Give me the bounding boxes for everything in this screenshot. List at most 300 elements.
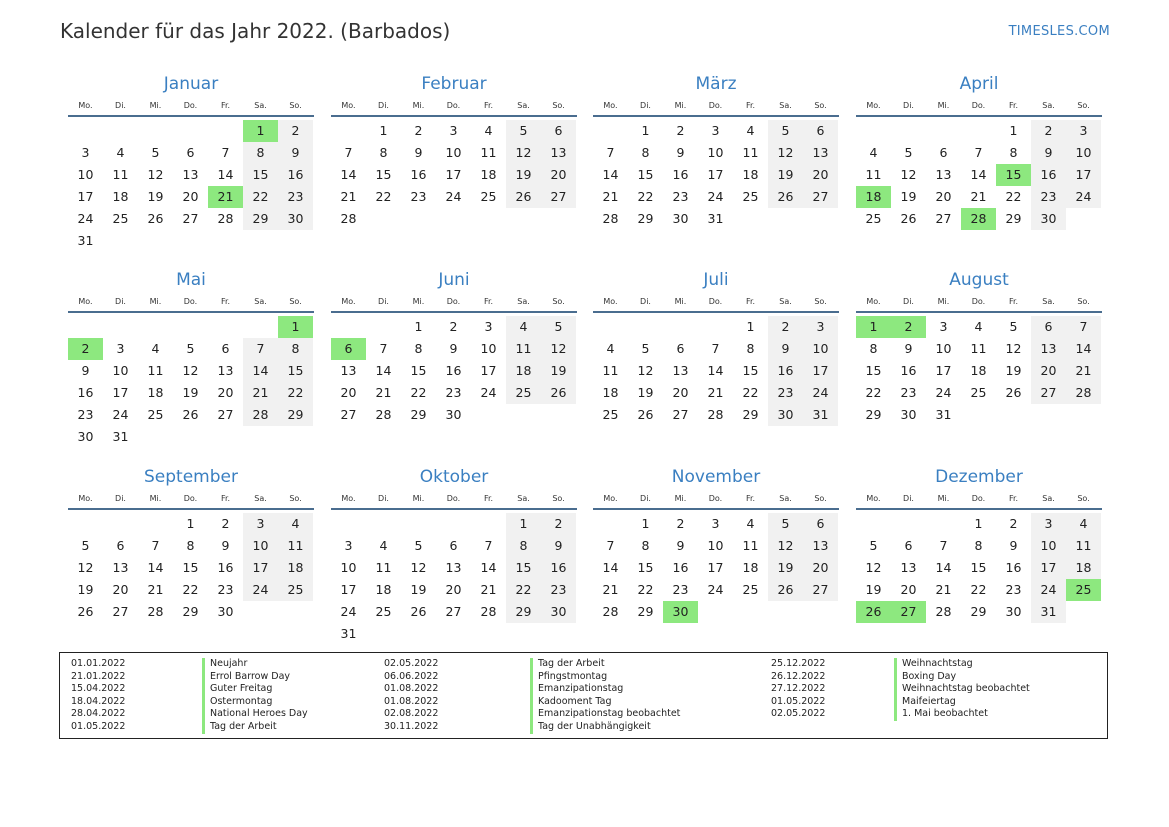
day-cell: 9 xyxy=(81,363,90,378)
weekday-header xyxy=(68,293,314,313)
day-cell: 12 xyxy=(1005,341,1022,356)
day-cell: 20 xyxy=(803,164,838,186)
day-cell: 15 xyxy=(278,360,313,382)
legend-holiday-name: Emanzipationstag beobachtet xyxy=(530,708,680,721)
day-cell: 29 xyxy=(637,604,654,619)
day-cell: 17 xyxy=(340,582,357,597)
day-cell: 24 xyxy=(707,189,724,204)
legend-names-column xyxy=(894,658,1030,721)
day-grid xyxy=(331,513,577,645)
day-cell: 28 xyxy=(480,604,497,619)
day-cell: 21 xyxy=(935,582,952,597)
legend-holiday-name: Boxing Day xyxy=(894,671,1030,684)
month-name: April xyxy=(959,74,999,94)
day-cell: 12 xyxy=(865,560,882,575)
weekday-label: Mo. xyxy=(341,101,356,110)
day-cell: 8 xyxy=(414,341,423,356)
weekday-label: Sa. xyxy=(1042,494,1055,503)
weekday-label: Fr. xyxy=(220,494,231,503)
day-cell: 22 xyxy=(278,382,313,404)
day-cell: 29 xyxy=(865,407,882,422)
month-name: Juli xyxy=(703,270,729,290)
month-name: November xyxy=(671,467,761,487)
day-cell: 10 xyxy=(1066,142,1101,164)
day-cell: 8 xyxy=(641,538,650,553)
weekday-label: So. xyxy=(552,101,565,110)
day-cell: 6 xyxy=(939,145,948,160)
month-9 xyxy=(68,464,314,645)
legend-holiday-name: Weihnachtstag xyxy=(894,658,1030,671)
weekday-label: Fr. xyxy=(483,494,494,503)
day-cell: 4 xyxy=(116,145,125,160)
weekday-label: Sa. xyxy=(517,101,530,110)
day-cell: 30 xyxy=(541,601,576,623)
day-cell: 19 xyxy=(900,189,917,204)
day-cell: 20 xyxy=(803,557,838,579)
day-grid xyxy=(331,316,577,448)
day-cell: 7 xyxy=(1066,316,1101,338)
day-cell: 23 xyxy=(1005,582,1022,597)
weekday-header xyxy=(593,97,839,117)
day-cell: 17 xyxy=(112,385,129,400)
day-cell: 11 xyxy=(112,167,129,182)
day-cell: 16 xyxy=(541,557,576,579)
day-cell: 17 xyxy=(707,167,724,182)
weekday-header xyxy=(856,490,1102,510)
day-cell: 26 xyxy=(1005,385,1022,400)
day-cell: 8 xyxy=(186,538,195,553)
day-cell: 9 xyxy=(904,341,913,356)
day-cell: 28 xyxy=(147,604,164,619)
day-cell: 18 xyxy=(147,385,164,400)
legend-date: 26.12.2022 xyxy=(771,670,826,682)
month-7 xyxy=(593,267,839,448)
day-cell: 6 xyxy=(676,341,685,356)
day-cell: 12 xyxy=(768,142,803,164)
day-cell: 26 xyxy=(541,382,576,404)
day-cell: 13 xyxy=(803,142,838,164)
day-grid xyxy=(856,120,1102,252)
day-cell: 17 xyxy=(707,560,724,575)
day-cell: 14 xyxy=(970,167,987,182)
day-cell: 19 xyxy=(541,360,576,382)
day-cell: 12 xyxy=(77,560,94,575)
day-cell: 21 xyxy=(480,582,497,597)
day-cell: 27 xyxy=(182,211,199,226)
day-cell: 26 xyxy=(182,407,199,422)
day-cell: 30 xyxy=(77,429,94,444)
day-cell: 22 xyxy=(637,189,654,204)
day-cell: 4 xyxy=(484,123,493,138)
day-cell: 11 xyxy=(506,338,541,360)
day-cell: 29 xyxy=(182,604,199,619)
weekday-label: Do. xyxy=(446,101,461,110)
month-11 xyxy=(593,464,839,645)
day-cell: 10 xyxy=(935,341,952,356)
day-cell: 18 xyxy=(112,189,129,204)
day-cell: 28 xyxy=(375,407,392,422)
day-grid xyxy=(331,120,577,252)
day-cell: 20 xyxy=(217,385,234,400)
weekday-header xyxy=(593,490,839,510)
day-cell: 5 xyxy=(641,341,650,356)
day-cell: 28 xyxy=(243,404,278,426)
day-cell: 8 xyxy=(641,145,650,160)
month-6 xyxy=(331,267,577,448)
weekday-label: Fr. xyxy=(745,101,756,110)
day-cell: 14 xyxy=(707,363,724,378)
day-cell: 7 xyxy=(939,538,948,553)
day-cell: 20 xyxy=(935,189,952,204)
day-cell: 2 xyxy=(449,319,458,334)
day-cell: 5 xyxy=(1009,319,1018,334)
holiday-day-cell: 2 xyxy=(68,338,103,360)
day-cell: 25 xyxy=(480,189,497,204)
day-cell: 29 xyxy=(506,601,541,623)
day-cell: 4 xyxy=(974,319,983,334)
day-cell: 9 xyxy=(1009,538,1018,553)
weekday-label: Fr. xyxy=(745,297,756,306)
day-cell: 2 xyxy=(221,516,230,531)
day-cell: 12 xyxy=(541,338,576,360)
legend-date: 01.08.2022 xyxy=(384,695,439,707)
day-cell: 23 xyxy=(672,189,689,204)
day-cell: 6 xyxy=(449,538,458,553)
day-cell: 4 xyxy=(506,316,541,338)
day-cell: 18 xyxy=(742,560,759,575)
day-cell: 23 xyxy=(900,385,917,400)
legend-date: 21.01.2022 xyxy=(71,670,126,682)
legend-holiday-name: Kadooment Tag xyxy=(530,696,680,709)
day-cell: 27 xyxy=(803,579,838,601)
weekday-label: Fr. xyxy=(220,101,231,110)
weekday-label: Do. xyxy=(971,297,986,306)
day-cell: 26 xyxy=(900,211,917,226)
weekday-label: Sa. xyxy=(517,297,530,306)
holiday-day-cell: 18 xyxy=(856,186,891,208)
day-cell: 1 xyxy=(1009,123,1018,138)
day-cell: 13 xyxy=(1031,338,1066,360)
weekday-label: Do. xyxy=(446,297,461,306)
day-cell: 26 xyxy=(410,604,427,619)
weekday-label: Di. xyxy=(903,297,914,306)
day-cell: 23 xyxy=(410,189,427,204)
legend-date: 01.05.2022 xyxy=(771,695,826,707)
month-1 xyxy=(68,71,314,252)
month-2 xyxy=(331,71,577,252)
day-cell: 4 xyxy=(278,513,313,535)
day-cell: 13 xyxy=(112,560,129,575)
weekday-label: Fr. xyxy=(1008,297,1019,306)
day-cell: 16 xyxy=(672,560,689,575)
day-cell: 5 xyxy=(768,120,803,142)
day-cell: 12 xyxy=(900,167,917,182)
day-cell: 13 xyxy=(541,142,576,164)
day-cell: 7 xyxy=(221,145,230,160)
month-name: März xyxy=(695,74,737,94)
day-cell: 22 xyxy=(970,582,987,597)
day-cell: 17 xyxy=(480,363,497,378)
day-cell: 14 xyxy=(480,560,497,575)
weekday-header xyxy=(593,293,839,313)
weekday-label: Mi. xyxy=(937,494,950,503)
day-cell: 10 xyxy=(77,167,94,182)
day-cell: 30 xyxy=(278,208,313,230)
legend-holiday-name: Tag der Arbeit xyxy=(530,658,680,671)
weekday-label: Di. xyxy=(378,494,389,503)
legend-names-column xyxy=(202,658,308,734)
holiday-day-cell: 27 xyxy=(891,601,926,623)
day-cell: 27 xyxy=(935,211,952,226)
weekday-label: Mo. xyxy=(341,297,356,306)
day-cell: 22 xyxy=(410,385,427,400)
day-cell: 11 xyxy=(742,538,759,553)
day-cell: 1 xyxy=(414,319,423,334)
brand-logo-link[interactable]: TIMESLES.COM xyxy=(1008,24,1110,39)
day-cell: 8 xyxy=(746,341,755,356)
day-cell: 6 xyxy=(904,538,913,553)
weekday-label: Fr. xyxy=(483,101,494,110)
day-cell: 5 xyxy=(768,513,803,535)
weekday-label: Mi. xyxy=(149,297,162,306)
day-cell: 24 xyxy=(707,582,724,597)
weekday-label: Sa. xyxy=(1042,297,1055,306)
day-cell: 23 xyxy=(1031,186,1066,208)
day-cell: 25 xyxy=(506,382,541,404)
day-cell: 14 xyxy=(1066,338,1101,360)
day-cell: 9 xyxy=(541,535,576,557)
day-cell: 30 xyxy=(672,211,689,226)
day-cell: 28 xyxy=(217,211,234,226)
day-cell: 22 xyxy=(182,582,199,597)
day-cell: 28 xyxy=(340,211,357,226)
day-grid xyxy=(68,316,314,448)
legend-holiday-name: Maifeiertag xyxy=(894,696,1030,709)
day-cell: 23 xyxy=(768,382,803,404)
day-cell: 9 xyxy=(221,538,230,553)
day-cell: 13 xyxy=(445,560,462,575)
weekday-label: So. xyxy=(814,101,827,110)
weekday-label: Di. xyxy=(640,494,651,503)
day-cell: 6 xyxy=(541,120,576,142)
day-cell: 8 xyxy=(243,142,278,164)
weekday-label: Di. xyxy=(640,297,651,306)
day-cell: 11 xyxy=(375,560,392,575)
day-cell: 22 xyxy=(243,186,278,208)
weekday-label: Mi. xyxy=(674,297,687,306)
day-cell: 6 xyxy=(1031,316,1066,338)
day-cell: 22 xyxy=(865,385,882,400)
legend-dates-column xyxy=(771,658,825,721)
weekday-label: Di. xyxy=(378,101,389,110)
legend-date: 02.08.2022 xyxy=(384,708,439,720)
legend-dates-column xyxy=(71,658,125,734)
day-cell: 26 xyxy=(77,604,94,619)
day-cell: 8 xyxy=(1009,145,1018,160)
day-cell: 27 xyxy=(672,407,689,422)
day-cell: 14 xyxy=(147,560,164,575)
day-cell: 1 xyxy=(974,516,983,531)
day-cell: 17 xyxy=(243,557,278,579)
weekday-label: Do. xyxy=(971,494,986,503)
holiday-day-cell: 25 xyxy=(1066,579,1101,601)
weekday-label: Mo. xyxy=(866,101,881,110)
day-cell: 30 xyxy=(768,404,803,426)
weekday-label: Mo. xyxy=(603,494,618,503)
day-cell: 7 xyxy=(711,341,720,356)
day-cell: 13 xyxy=(900,560,917,575)
day-cell: 25 xyxy=(112,211,129,226)
day-cell: 15 xyxy=(637,167,654,182)
legend-holiday-name: Emanzipationstag xyxy=(530,683,680,696)
day-cell: 22 xyxy=(375,189,392,204)
day-cell: 26 xyxy=(768,186,803,208)
weekday-label: Do. xyxy=(708,297,723,306)
day-cell: 3 xyxy=(81,145,90,160)
day-cell: 6 xyxy=(116,538,125,553)
day-cell: 15 xyxy=(506,557,541,579)
day-cell: 9 xyxy=(676,538,685,553)
day-cell: 13 xyxy=(182,167,199,182)
day-cell: 18 xyxy=(375,582,392,597)
weekday-header xyxy=(331,490,577,510)
weekday-label: Mo. xyxy=(78,494,93,503)
weekday-label: Mo. xyxy=(78,101,93,110)
day-cell: 12 xyxy=(182,363,199,378)
weekday-header xyxy=(856,97,1102,117)
day-cell: 24 xyxy=(803,382,838,404)
legend-holiday-name: Guter Freitag xyxy=(202,683,308,696)
day-cell: 5 xyxy=(541,316,576,338)
weekday-label: So. xyxy=(552,297,565,306)
day-cell: 10 xyxy=(480,341,497,356)
day-cell: 5 xyxy=(869,538,878,553)
weekday-label: So. xyxy=(289,101,302,110)
day-cell: 14 xyxy=(217,167,234,182)
legend-holiday-name: Errol Barrow Day xyxy=(202,671,308,684)
day-cell: 13 xyxy=(340,363,357,378)
month-name: August xyxy=(949,270,1009,290)
day-cell: 21 xyxy=(375,385,392,400)
day-cell: 29 xyxy=(410,407,427,422)
weekday-header xyxy=(68,490,314,510)
weekday-label: Di. xyxy=(903,494,914,503)
weekday-label: Do. xyxy=(183,494,198,503)
day-cell: 3 xyxy=(1066,120,1101,142)
day-cell: 11 xyxy=(147,363,164,378)
day-cell: 10 xyxy=(707,145,724,160)
weekday-label: Di. xyxy=(115,297,126,306)
day-cell: 3 xyxy=(939,319,948,334)
day-cell: 22 xyxy=(506,579,541,601)
day-grid xyxy=(593,120,839,252)
legend-date: 15.04.2022 xyxy=(71,683,126,695)
day-cell: 22 xyxy=(637,582,654,597)
day-cell: 7 xyxy=(974,145,983,160)
weekday-label: Sa. xyxy=(779,494,792,503)
day-cell: 20 xyxy=(112,582,129,597)
holiday-day-cell: 15 xyxy=(996,164,1031,186)
month-name: Juni xyxy=(438,270,470,290)
weekday-label: Mi. xyxy=(674,101,687,110)
day-cell: 10 xyxy=(243,535,278,557)
day-cell: 7 xyxy=(344,145,353,160)
day-cell: 11 xyxy=(278,535,313,557)
day-cell: 23 xyxy=(541,579,576,601)
day-cell: 3 xyxy=(1031,513,1066,535)
day-cell: 7 xyxy=(379,341,388,356)
day-cell: 16 xyxy=(445,363,462,378)
day-cell: 31 xyxy=(935,407,952,422)
day-cell: 30 xyxy=(217,604,234,619)
legend-date: 25.12.2022 xyxy=(771,658,826,669)
day-cell: 4 xyxy=(379,538,388,553)
day-cell: 12 xyxy=(768,535,803,557)
day-cell: 2 xyxy=(676,516,685,531)
day-cell: 3 xyxy=(243,513,278,535)
weekday-label: Sa. xyxy=(779,297,792,306)
weekday-label: Mi. xyxy=(937,101,950,110)
legend-names-column xyxy=(530,658,680,734)
legend-holiday-name: Ostermontag xyxy=(202,696,308,709)
day-cell: 9 xyxy=(449,341,458,356)
day-cell: 3 xyxy=(484,319,493,334)
day-cell: 1 xyxy=(506,513,541,535)
day-cell: 9 xyxy=(676,145,685,160)
day-cell: 10 xyxy=(112,363,129,378)
day-cell: 23 xyxy=(217,582,234,597)
holiday-day-cell: 2 xyxy=(891,316,926,338)
day-cell: 21 xyxy=(707,385,724,400)
day-cell: 1 xyxy=(746,319,755,334)
day-cell: 8 xyxy=(278,338,313,360)
day-cell: 27 xyxy=(541,186,576,208)
weekday-label: Mi. xyxy=(412,297,425,306)
day-cell: 25 xyxy=(865,211,882,226)
day-cell: 9 xyxy=(768,338,803,360)
month-name: Februar xyxy=(421,74,487,94)
day-cell: 26 xyxy=(506,186,541,208)
day-cell: 30 xyxy=(1005,604,1022,619)
day-cell: 23 xyxy=(278,186,313,208)
weekday-label: So. xyxy=(814,297,827,306)
month-3 xyxy=(593,71,839,252)
day-cell: 28 xyxy=(602,211,619,226)
legend-holiday-name: National Heroes Day xyxy=(202,708,308,721)
page-title: Kalender für das Jahr 2022. (Barbados) xyxy=(60,19,451,43)
day-cell: 13 xyxy=(672,363,689,378)
day-cell: 5 xyxy=(151,145,160,160)
weekday-label: Mi. xyxy=(412,494,425,503)
day-cell: 21 xyxy=(1066,360,1101,382)
weekday-label: Di. xyxy=(115,494,126,503)
day-cell: 24 xyxy=(935,385,952,400)
day-cell: 3 xyxy=(116,341,125,356)
holiday-legend xyxy=(59,652,1108,739)
day-cell: 15 xyxy=(375,167,392,182)
day-cell: 16 xyxy=(672,167,689,182)
day-cell: 16 xyxy=(768,360,803,382)
day-cell: 5 xyxy=(904,145,913,160)
weekday-label: Do. xyxy=(183,297,198,306)
day-cell: 26 xyxy=(147,211,164,226)
legend-date: 02.05.2022 xyxy=(384,658,439,669)
weekday-label: So. xyxy=(814,494,827,503)
weekday-label: Mo. xyxy=(341,494,356,503)
day-cell: 20 xyxy=(1031,360,1066,382)
holiday-day-cell: 1 xyxy=(856,316,891,338)
day-cell: 14 xyxy=(375,363,392,378)
